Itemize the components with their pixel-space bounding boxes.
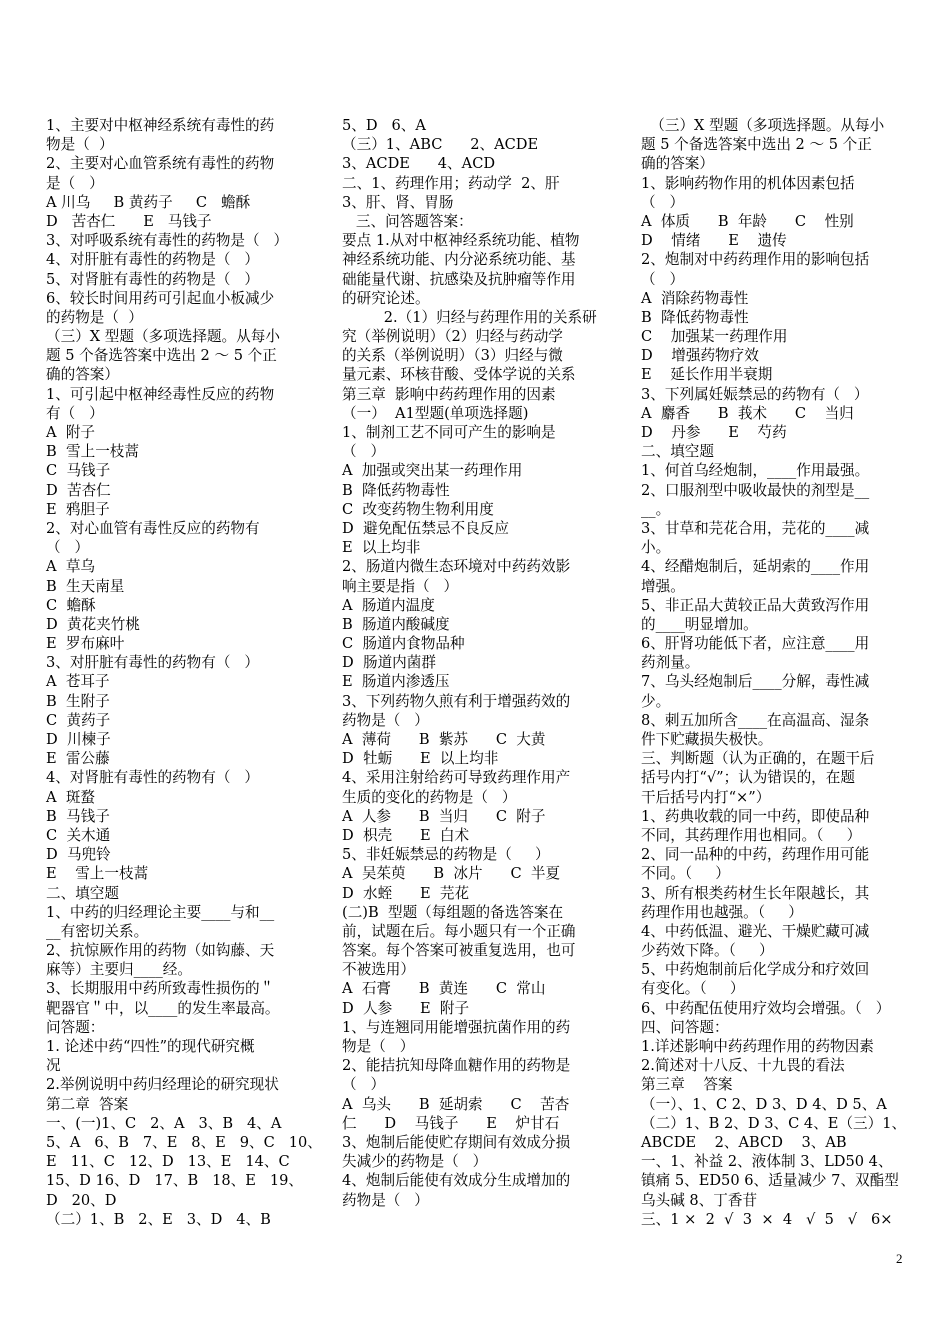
text-line: D 情绪 E 遗传: [641, 232, 787, 250]
text-line: D 人参 E 附子: [342, 999, 470, 1017]
page-number: 2: [896, 1251, 903, 1266]
text-line: A 肠道内温度: [342, 596, 435, 614]
text-line: D 川楝子: [46, 731, 111, 748]
text-line: 乌头碱 8、丁香苷: [641, 1191, 758, 1209]
text-line: E 延长作用半衰期: [641, 366, 773, 384]
text-line: 5、对肾脏有毒性的药物是（ ）: [46, 270, 259, 288]
text-line: __有密切关系。: [46, 922, 149, 940]
text-line: B 降低药物毒性: [641, 308, 749, 326]
text-line: A 斑蝥: [46, 788, 96, 806]
text-line: 5、中药炮制前后化学成分和疗效回: [641, 961, 870, 979]
text-line: D 枳壳 E 白术: [342, 826, 470, 844]
text-line: B 生附子: [46, 692, 110, 710]
text-line: 3、对肝脏有毒性的药物有（ ）: [46, 654, 259, 672]
text-line: E 11、C 12、D 13、E 14、C: [46, 1153, 290, 1171]
text-line: 量元素、环核苷酸、受体学说的关系: [342, 366, 576, 384]
text-line: 一、1、补益 2、液体制 3、LD50 4、: [641, 1153, 893, 1171]
text-line: 究（举例说明）（2）归经与药动学: [342, 328, 563, 346]
text-line: 少。: [641, 692, 671, 710]
text-line: D 增强药物疗效: [641, 347, 759, 365]
text-line: 3、炮制后能使贮存期间有效成分损: [342, 1133, 571, 1151]
text-line: 3、下列属妊娠禁忌的药物有（ ）: [641, 385, 869, 403]
text-line: 第三章 答案: [641, 1076, 733, 1094]
text-line: 3、甘草和芫花合用，芫花的____减: [641, 519, 870, 537]
text-line: 三、问答题答案：: [342, 212, 473, 230]
text-line: 2、肠道内微生态环境对中药药效影: [342, 558, 571, 576]
text-line: 药物是（ ）: [342, 711, 429, 729]
text-line: 3、下列药物久煎有利于增强药效的: [342, 692, 571, 710]
text-column-3: [641, 116, 907, 1229]
text-line: 增强。: [641, 577, 685, 595]
text-line: 4、对肾脏有毒性的药物有（ ）: [46, 769, 259, 787]
text-line: 5、非妊娠禁忌的药物是（ ）: [342, 846, 550, 864]
text-line: (二)B 型题（每组题的备选答案在: [342, 903, 564, 921]
text-line: E 雷公藤: [46, 750, 110, 768]
text-line: （二）1、B 2、D 3、C 4、E（三）1、: [641, 1114, 907, 1132]
text-line: 第三章 影响中药药理作用的因素: [342, 385, 556, 403]
text-column-2: [342, 116, 608, 1210]
text-line: 神经系统功能、内分泌系统功能、基: [342, 251, 576, 269]
text-line: 2、口服剂型中吸收最快的剂型是__: [641, 481, 870, 499]
text-line: 况: [46, 1057, 61, 1075]
text-line: A 川乌 B 黄药子 C 蟾酥: [46, 193, 251, 211]
text-line: 1、影响药物作用的机体因素包括: [641, 174, 855, 192]
text-line: 2、炮制对中药药理作用的影响包括: [641, 251, 870, 269]
text-line: A 附子: [46, 424, 96, 441]
text-line: 一、(一)1、C 2、A 3、B 4、A: [46, 1114, 282, 1132]
text-line: C 蟾酥: [46, 596, 96, 614]
text-line: 1、制剂工艺不同可产生的影响是: [342, 424, 556, 441]
text-line: 药理作用也越强。（ ）: [641, 903, 803, 921]
text-line: （三）1、ABC 2、ACDE: [342, 136, 539, 154]
text-line: 2、抗惊厥作用的药物（如钩藤、天: [46, 942, 275, 960]
text-line: A 人参 B 当归 C 附子: [342, 807, 546, 825]
text-line: 物是（ ）: [46, 136, 114, 154]
text-line: 有变化。（ ）: [641, 980, 745, 998]
text-line: 的药物是（ ）: [46, 308, 143, 326]
text-line: 药剂量。: [641, 654, 700, 672]
text-line: C 黄药子: [46, 711, 111, 729]
text-line: A 体质 B 年龄 C 性别: [641, 212, 854, 230]
text-line: 3、对呼吸系统有毒性的药物是（ ）: [46, 232, 289, 250]
text-line: 要点 1.从对中枢神经系统功能、植物: [342, 232, 580, 250]
text-line: 7、乌头经炮制后____分解，毒性减: [641, 673, 870, 691]
text-line: 1、与连翘同用能增强抗菌作用的药: [342, 1018, 571, 1036]
text-line: A 麝香 B 莪术 C 当归: [641, 404, 854, 422]
text-line: C 改变药物生物利用度: [342, 500, 494, 518]
text-line: 2.举例说明中药归经理论的研究现状: [46, 1076, 279, 1094]
text-line: 的研究论述。: [342, 289, 430, 307]
text-line: 5、D 6、A: [342, 117, 426, 134]
text-line: 3、所有根类药材生长年限越长，其: [641, 884, 870, 902]
text-column-1: [46, 116, 322, 1229]
text-line: 6、较长时间用药可引起血小板减少: [46, 289, 275, 307]
text-line: E 以上均非: [342, 539, 421, 557]
text-line: 不被选用）: [342, 961, 415, 979]
text-line: 2、对心血管有毒性反应的药物有: [46, 519, 260, 537]
text-line: D 肠道内菌群: [342, 654, 436, 672]
text-line: 生质的变化的药物是（ ）: [342, 788, 517, 806]
text-line: D 苦杏仁 E 马钱子: [46, 212, 212, 230]
text-line: 3、长期服用中药所致毒性损伤的＂: [46, 980, 275, 998]
text-line: B 雪上一枝蒿: [46, 443, 139, 461]
text-line: （三）X 型题（多项选择题。从每小: [641, 117, 885, 134]
text-line: 4、对肝脏有毒性的药物是（ ）: [46, 251, 259, 269]
text-line: 2.简述对十八反、十九畏的看法: [641, 1057, 845, 1075]
text-line: D 苦杏仁: [46, 481, 111, 499]
text-line: A 乌头 B 延胡索 C 苦杏: [342, 1095, 570, 1113]
text-line: 1.详述影响中药药理作用的药物因素: [641, 1038, 874, 1055]
text-line: 仁 D 马钱子 E 炉甘石: [342, 1114, 560, 1132]
text-line: （ ）: [641, 193, 685, 211]
text-line: 4、炮制后能使有效成分生成增加的: [342, 1172, 571, 1190]
text-line: 括号内打“√”；认为错误的，在题: [641, 769, 855, 787]
text-line: 题 5 个备选答案中选出 2 ～ 5 个正: [46, 347, 277, 365]
text-line: 的关系（举例说明）（3）归经与微: [342, 347, 563, 365]
text-line: 1. 论述中药“四性”的现代研究概: [46, 1038, 255, 1055]
text-line: 6、肝肾功能低下者，应注意____用: [641, 635, 870, 653]
text-line: D 牡蛎 E 以上均非: [342, 750, 499, 768]
text-line: 二、填空题: [46, 884, 119, 902]
text-line: A 石膏 B 黄连 C 常山: [342, 980, 546, 998]
text-line: E 罗布麻叶: [46, 635, 125, 653]
text-line: （ ）: [46, 539, 90, 557]
text-line: 问答题：: [46, 1018, 105, 1036]
text-line: 第二章 答案: [46, 1095, 129, 1113]
text-line: D 黄花夹竹桃: [46, 615, 140, 633]
text-line: 小。: [641, 539, 671, 557]
text-line: 的____明显增加。: [641, 615, 758, 633]
text-line: 8、刺五加所含____在高温高、湿条: [641, 711, 870, 729]
text-line: ABCDE 2、ABCD 3、AB: [641, 1133, 847, 1151]
text-line: 4、中药低温、避光、干燥贮藏可减: [641, 922, 870, 940]
text-line: 三、1 × 2 √ 3 × 4 √ 5 √ 6×: [641, 1210, 893, 1228]
text-line: （ ）: [641, 270, 685, 288]
text-line: B 肠道内酸碱度: [342, 615, 450, 633]
text-line: 1、可引起中枢神经毒性反应的药物: [46, 385, 275, 403]
text-line: C 关木通: [46, 826, 111, 844]
text-line: 1、何首乌经炮制，____作用最强。: [641, 462, 870, 480]
text-line: 6、中药配伍使用疗效均会增强。（ ）: [641, 999, 891, 1017]
text-line: D 水蛭 E 芫花: [342, 884, 470, 902]
text-line: 答案。每个答案可被重复选用，也可: [342, 942, 576, 960]
text-line: 二、填空题: [641, 443, 714, 461]
text-line: 有（ ）: [46, 404, 104, 422]
text-line: 2、同一品种的中药，药理作用可能: [641, 846, 870, 864]
text-line: 2.（1）归经与药理作用的关系研: [342, 308, 597, 326]
text-line: 15、D 16、D 17、B 18、E 19、: [46, 1172, 303, 1190]
text-line: 少药效下降。（ ）: [641, 942, 774, 960]
text-line: A 加强或突出某一药理作用: [342, 462, 523, 480]
text-line: B 马钱子: [46, 807, 110, 825]
text-line: 二、1、药理作用；药动学 2、肝: [342, 174, 560, 192]
text-line: 2、主要对心血管系统有毒性的药物: [46, 155, 275, 173]
text-line: C 加强某一药理作用: [641, 328, 788, 346]
text-line: D 避免配伍禁忌不良反应: [342, 519, 509, 537]
text-line: （三）X 型题（多项选择题。从每小: [46, 328, 280, 346]
text-line: 3、肝、肾、胃肠: [342, 193, 454, 211]
text-line: 失减少的药物是（ ）: [342, 1153, 488, 1171]
text-line: D 丹参 E 芍药: [641, 424, 787, 441]
text-line: 5、A 6、B 7、E 8、E 9、C 10、: [46, 1133, 322, 1151]
text-line: （一）、1、C 2、D 3、D 4、D 5、A: [641, 1095, 887, 1113]
text-line: 不同，其药理作用也相同。（ ）: [641, 826, 862, 844]
text-line: 题 5 个备选答案中选出 2 ～ 5 个正: [641, 136, 872, 154]
text-line: 确的答案）: [46, 366, 119, 384]
text-line: E 雪上一枝蒿: [46, 865, 149, 883]
text-line: 5、非正品大黄较正品大黄致泻作用: [641, 596, 870, 614]
text-line: E 鸦胆子: [46, 500, 110, 518]
text-line: A 薄荷 B 紫苏 C 大黄: [342, 731, 546, 748]
text-line: 三、判断题（认为正确的，在题干后: [641, 750, 875, 768]
text-line: （ ）: [342, 443, 386, 461]
text-line: A 消除药物毒性: [641, 289, 749, 307]
text-line: 2、能拮抗知母降血糖作用的药物是: [342, 1057, 571, 1075]
text-line: 件下贮藏损失极快。: [641, 731, 773, 748]
text-line: 确的答案）: [641, 155, 714, 173]
text-line: B 降低药物毒性: [342, 481, 450, 499]
text-line: A 草乌: [46, 558, 96, 576]
text-line: D 马兜铃: [46, 846, 111, 864]
text-line: C 肠道内食物品种: [342, 635, 465, 653]
text-line: 干后括号内打“×”）: [641, 788, 771, 806]
text-line: 3、ACDE 4、ACD: [342, 155, 496, 173]
text-line: E 肠道内渗透压: [342, 673, 450, 691]
text-line: 四、问答题：: [641, 1018, 729, 1036]
text-line: 麻等）主要归____经。: [46, 961, 192, 979]
text-line: A 苍耳子: [46, 673, 110, 691]
text-line: 不同。（ ）: [641, 865, 730, 883]
text-line: 物是（ ）: [342, 1038, 415, 1055]
text-line: A 吴茱萸 B 冰片 C 半夏: [342, 865, 561, 883]
text-line: 础能量代谢、抗感染及抗肿瘤等作用: [342, 270, 576, 288]
text-line: 4、采用注射给药可导致药理作用产: [342, 769, 571, 787]
text-line: （二）1、B 2、E 3、D 4、B: [46, 1210, 271, 1228]
text-line: 药物是（ ）: [342, 1191, 429, 1209]
text-line: 响主要是指（ ）: [342, 577, 459, 595]
text-line: 靶器官＂中，以____的发生率最高。: [46, 999, 280, 1017]
text-line: 1、药典收载的同一中药，即使品种: [641, 807, 870, 825]
text-line: 前，试题在后。每小题只有一个正确: [342, 922, 576, 940]
text-line: 镇痛 5、ED50 6、适量减少 7、双酯型: [641, 1172, 899, 1190]
text-line: 是（ ）: [46, 174, 104, 192]
text-line: （ ）: [342, 1076, 386, 1094]
text-line: 1、中药的归经理论主要____与和__: [46, 903, 275, 921]
text-line: C 马钱子: [46, 462, 111, 480]
text-line: （一） A1型题(单项选择题): [342, 404, 529, 422]
text-line: 1、主要对中枢神经系统有毒性的药: [46, 117, 275, 134]
text-line: 4、经醋炮制后，延胡索的____作用: [641, 558, 870, 576]
text-line: __。: [641, 500, 671, 518]
text-line: B 生天南星: [46, 577, 125, 595]
text-line: D 20、D: [46, 1191, 117, 1209]
